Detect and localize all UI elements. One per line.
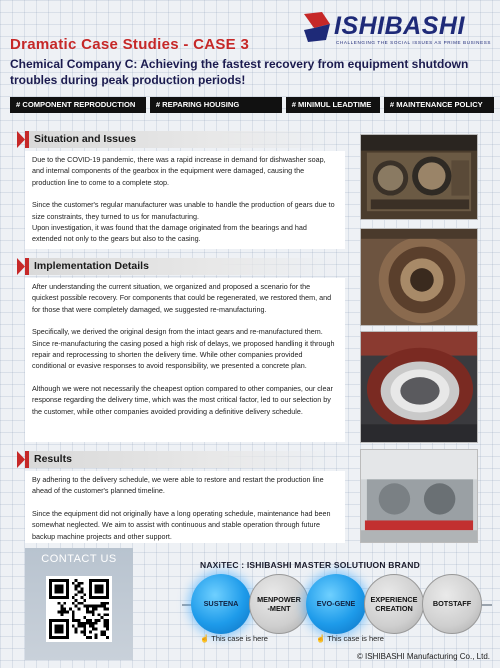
situation-paragraph-2: Since the customer's regular manufacturer was unable to handle the production of gears due to size constraints, they turned to us for manufacturing. [32, 200, 335, 221]
tag-minimal-leadtime[interactable]: # MINIMUL LEADTIME [286, 97, 380, 113]
restored-equipment-photo [360, 449, 478, 543]
company-logo[interactable] [300, 10, 492, 48]
gearbox-photo [360, 134, 478, 220]
brand-circle-menpowerment[interactable] [249, 574, 309, 634]
footer-copyright: © ISHIBASHI Manufacturing Co., Ltd. [356, 652, 490, 661]
brand-circle-label: EXPERIENCE CREATION [370, 594, 418, 613]
brand-title: NAXiTEC : ISHIBASHI MASTER SOLUTIUON BRAND [200, 560, 420, 570]
section-body-implementation [25, 278, 345, 442]
results-paragraph-1: By adhering to the delivery schedule, we were able to restore and restart the production line ahead of the customer's planned timeline. [32, 475, 324, 496]
damaged-bearing-photo [360, 228, 478, 326]
situation-paragraph-1: Due to the COVID-19 pandemic, there was a rapid increase in demand for dishwasher soap, and internal components of the gearbox in the equipment were damaged, causing the production line to come to a complete stop. [32, 155, 326, 187]
page-subtitle: Chemical Company C: Achieving the fastest recovery from equipment shutdown troubles during peak production periods! [10, 57, 469, 87]
brand-circle-label: EVO-GENE [316, 599, 356, 609]
logo-text: ISHIBASHI [334, 12, 465, 40]
section-body-results [25, 471, 345, 543]
brand-circle-label: MENPOWER -MENT [257, 594, 301, 613]
section-heading-situation: Situation and Issues [25, 131, 339, 148]
logo-mark-icon [300, 10, 334, 44]
brand-circle-botstaff[interactable] [422, 574, 482, 634]
qr-code[interactable] [46, 576, 112, 642]
page-title: Dramatic Case Studies - CASE 3 [10, 36, 250, 53]
tag-bar [10, 97, 494, 113]
brand-circle-sustena[interactable] [191, 574, 251, 634]
logo-tagline: CHALLENGING THE SOCIAL ISSUES AS PRIME BUSINESS [336, 40, 492, 45]
this-case-marker-sustena: ☝ This case is here [200, 634, 268, 643]
tag-component-reproduction[interactable]: # COMPONENT REPRODUCTION [10, 97, 146, 113]
tag-maintenance-policy[interactable]: # MAINTENANCE POLICY [384, 97, 494, 113]
tag-repairing-housing[interactable]: # REPARING HOUSING [150, 97, 282, 113]
brand-circle-label: BOTSTAFF [432, 599, 472, 609]
section-body-situation [25, 151, 345, 249]
brand-circle-label: SUSTENA [203, 599, 239, 609]
this-case-marker-evo-gene: ☝ This case is here [316, 634, 384, 643]
implementation-paragraph-2: Specifically, we derived the original design from the intact gears and re-manufactured them. Since re-manufacturing the casing posed a high risk of delays, we proposed handling it through repair and reprocessing to shorten the delivery time. While other companies provided conditional or evasive responses to avoid responsibility, we presented a concrete plan. [32, 327, 335, 371]
results-paragraph-2: Since the equipment did not originally have a long operating schedule, maintenance had been somewhat neglected. We aim to assist with continuous and stable operation through future backup machine projects and other support. [32, 508, 331, 541]
implementation-paragraph-1: After understanding the current situation, we organized and proposed a scenario for the quickest possible recovery. For components that could be regenerated, we restored them, and for those that were completely damaged, we suggested re-manufacturing. [32, 282, 332, 314]
implementation-paragraph-3: Although we were not necessarily the cheapest option compared to other companies, our clear response regarding the delivery time, which was the most critical factor, led to our selection by the customer, while other companies avoided providing a definitive delivery schedule. [32, 383, 333, 416]
section-heading-implementation: Implementation Details [25, 258, 339, 275]
brand-circle-evo-gene[interactable] [306, 574, 366, 634]
situation-paragraph-3: Upon investigation, it was found that the damage originated from the bearings and had extended not only to the gears but also to the casing. [32, 223, 307, 244]
section-heading-results: Results [25, 451, 339, 468]
contact-title: CONTACT US [41, 553, 117, 565]
brand-circle-experience-creation[interactable] [364, 574, 424, 634]
repaired-casing-photo [360, 331, 478, 443]
